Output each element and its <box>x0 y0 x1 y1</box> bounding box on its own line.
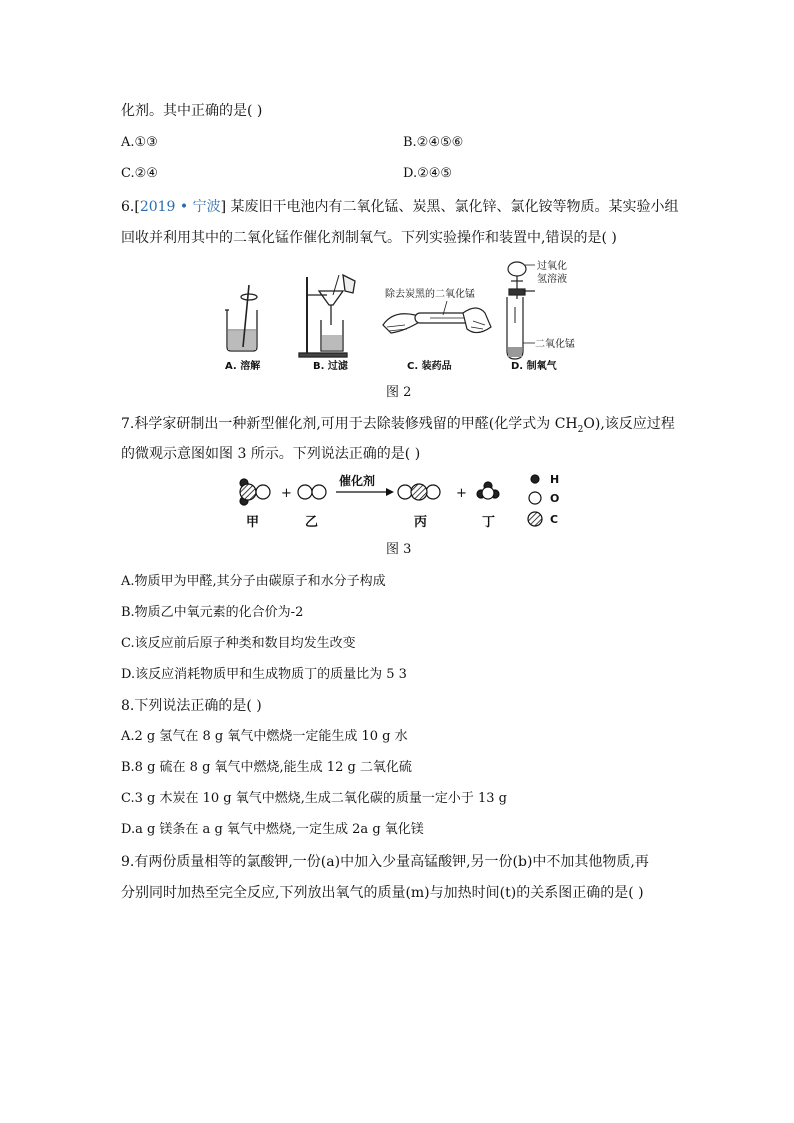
name-bing: 丙 <box>414 515 428 530</box>
q8-stem: 8.下列说法正确的是( ) <box>121 698 262 714</box>
legend-h: H <box>550 473 560 486</box>
figure-3-caption: 图 3 <box>386 542 412 557</box>
q5-tail: 化剂。其中正确的是( ) <box>121 103 263 119</box>
q8-option-a: A.2 g 氢气在 8 g 氧气中燃烧一定能生成 10 g 水 <box>121 729 408 744</box>
reaction-arrow <box>336 488 394 496</box>
q7-option-d: D.该反应消耗物质甲和生成物质丁的质量比为 5 3 <box>121 667 407 682</box>
legend-c: C <box>550 513 559 526</box>
fig2-label-b: B. 过滤 <box>313 361 348 372</box>
fig2-loading-powder <box>383 308 491 333</box>
q5-option-b: B.②④⑤⑥ <box>403 135 464 150</box>
q8-option-d: D.a g 镁条在 a g 氧气中燃烧,一定生成 2a g 氧化镁 <box>121 822 424 837</box>
fig2-filtration <box>299 275 355 357</box>
figure-2 <box>215 255 585 375</box>
q7-line-1 <box>121 414 675 440</box>
q7-subscript: 2 <box>577 424 584 435</box>
q7-stem-1: 7.科学家研制出一种新型催化剂,可用于去除装修残留的甲醛(化学式为 CH <box>121 416 578 432</box>
fig2-annotation-d2: 氢溶液 <box>537 274 567 285</box>
q6-source: 2019 • 宁波 <box>139 199 221 215</box>
q9-line-2: 分别同时加热至完全反应,下列放出氧气的质量(m)与加热时间(t)的关系图正确的是( ) <box>121 885 644 901</box>
q7-option-c: C.该反应前后原子种类和数目均发生改变 <box>121 636 356 651</box>
legend-o: O <box>550 492 560 505</box>
q5-option-c: C.②④ <box>121 166 158 181</box>
q6-number: 6.[ <box>121 199 140 215</box>
molecule-bing <box>398 484 440 500</box>
plus-1: + <box>281 486 292 501</box>
name-yi: 乙 <box>305 515 319 530</box>
fig2-annotation-d3: 二氧化锰 <box>535 339 575 350</box>
q9-line-1: 9.有两份质量相等的氯酸钾,一份(a)中加入少量高锰酸钾,另一份(b)中不加其他物质,再 <box>121 854 649 870</box>
molecule-yi <box>298 485 326 499</box>
q7-line-2: 的微观示意图如图 3 所示。下列说法正确的是( ) <box>121 446 421 462</box>
fig2-label-d: D. 制氧气 <box>511 361 557 372</box>
name-ding: 丁 <box>482 515 496 530</box>
fig2-annotation-c: 除去炭黑的二氧化锰 <box>385 289 475 300</box>
fig2-oxygen-apparatus <box>507 262 535 359</box>
q7-option-a: A.物质甲为甲醛,其分子由碳原子和水分子构成 <box>121 574 386 589</box>
q8-option-c: C.3 g 木炭在 10 g 氧气中燃烧,生成二氧化碳的质量一定小于 13 g <box>121 791 507 806</box>
molecule-jia <box>240 479 270 505</box>
fig2-label-c: C. 装药品 <box>407 361 452 372</box>
q7-stem-2: O),该反应过程 <box>583 416 675 432</box>
q6-stem-1: ] 某废旧干电池内有二氧化锰、炭黑、氯化锌、氯化铵等物质。某实验小组 <box>220 199 679 215</box>
catalyst-label: 催化剂 <box>339 474 376 488</box>
legend <box>528 475 542 526</box>
q6-line-1 <box>121 197 679 217</box>
figure-2-caption: 图 2 <box>386 385 412 400</box>
q5-option-a: A.①③ <box>121 135 158 150</box>
q8-option-b: B.8 g 硫在 8 g 氧气中燃烧,能生成 12 g 二氧化硫 <box>121 760 412 775</box>
figure-3 <box>228 470 578 532</box>
fig2-label-a: A. 溶解 <box>225 361 261 372</box>
fig2-annotation-d1: 过氧化 <box>537 261 567 272</box>
name-jia: 甲 <box>246 515 260 530</box>
q7-option-b: B.物质乙中氧元素的化合价为-2 <box>121 605 304 620</box>
fig2-beaker-dissolve <box>225 285 257 351</box>
q6-line-2: 回收并利用其中的二氧化锰作催化剂制氧气。下列实验操作和装置中,错误的是( ) <box>121 230 617 246</box>
molecule-ding <box>477 482 499 499</box>
plus-2: + <box>456 486 467 501</box>
q5-option-d: D.②④⑤ <box>403 166 453 181</box>
